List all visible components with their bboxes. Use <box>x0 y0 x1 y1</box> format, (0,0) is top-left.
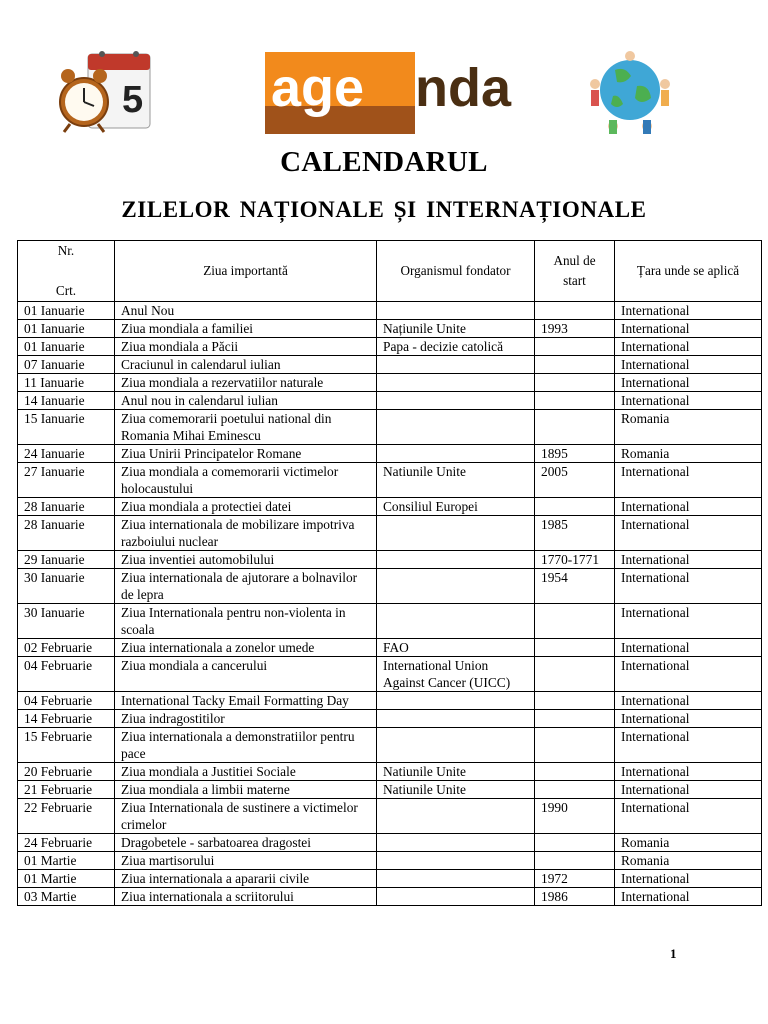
country-cell: International <box>615 302 762 320</box>
country-cell: International <box>615 498 762 516</box>
country-cell: International <box>615 551 762 569</box>
country-cell: International <box>615 320 762 338</box>
org-cell <box>377 692 535 710</box>
date-cell: 24 Ianuarie <box>18 445 115 463</box>
date-cell: 15 Februarie <box>18 728 115 763</box>
alarm-clock-calendar-icon <box>50 46 158 134</box>
year-cell <box>535 356 615 374</box>
year-cell <box>535 657 615 692</box>
year-cell <box>535 410 615 445</box>
table-row <box>18 338 762 356</box>
day-cell: Dragobetele - sarbatoarea dragostei <box>115 834 377 852</box>
table-header-row <box>18 241 762 302</box>
globe-people-icon <box>585 50 675 136</box>
table-row <box>18 302 762 320</box>
country-cell: International <box>615 888 762 906</box>
year-cell: 1990 <box>535 799 615 834</box>
year-cell <box>535 338 615 356</box>
country-cell: International <box>615 604 762 639</box>
org-cell <box>377 799 535 834</box>
date-cell: 11 Ianuarie <box>18 374 115 392</box>
org-cell: FAO <box>377 639 535 657</box>
day-cell: Ziua internationala a demonstratiilor pentru pace <box>115 728 377 763</box>
table-row <box>18 569 762 604</box>
table-row <box>18 374 762 392</box>
day-cell: International Tacky Email Formatting Day <box>115 692 377 710</box>
org-cell <box>377 516 535 551</box>
country-cell: Romania <box>615 445 762 463</box>
column-header-org: Organismul fondator <box>377 241 535 302</box>
day-cell: Ziua mondiala a limbii materne <box>115 781 377 799</box>
table-row <box>18 604 762 639</box>
date-cell: 27 Ianuarie <box>18 463 115 498</box>
page-title: CALENDARUL <box>280 146 488 178</box>
calendar-page-number: 5 <box>122 79 144 121</box>
year-cell: 1954 <box>535 569 615 604</box>
date-cell: 04 Februarie <box>18 657 115 692</box>
org-cell <box>377 870 535 888</box>
org-cell <box>377 302 535 320</box>
table-row <box>18 799 762 834</box>
table-row <box>18 320 762 338</box>
date-cell: 03 Martie <box>18 888 115 906</box>
day-cell: Ziua mondiala a Justitiei Sociale <box>115 763 377 781</box>
date-cell: 14 Februarie <box>18 710 115 728</box>
year-cell <box>535 852 615 870</box>
day-cell: Ziua mondiala a cancerului <box>115 657 377 692</box>
org-cell: Natiunile Unite <box>377 781 535 799</box>
year-cell: 1985 <box>535 516 615 551</box>
table-row <box>18 781 762 799</box>
year-cell: 2005 <box>535 463 615 498</box>
table-row <box>18 445 762 463</box>
date-cell: 01 Ianuarie <box>18 302 115 320</box>
table-row <box>18 870 762 888</box>
org-cell <box>377 410 535 445</box>
date-cell: 29 Ianuarie <box>18 551 115 569</box>
year-cell <box>535 728 615 763</box>
day-cell: Ziua mondiala a protectiei datei <box>115 498 377 516</box>
org-cell <box>377 710 535 728</box>
year-cell: 1770-1771 <box>535 551 615 569</box>
column-header-day: Ziua importantă <box>115 241 377 302</box>
year-cell <box>535 639 615 657</box>
agenda-logo <box>265 52 545 134</box>
table-row <box>18 834 762 852</box>
year-cell <box>535 392 615 410</box>
country-cell: International <box>615 338 762 356</box>
date-cell: 20 Februarie <box>18 763 115 781</box>
year-cell: 1895 <box>535 445 615 463</box>
org-cell <box>377 445 535 463</box>
date-cell: 15 Ianuarie <box>18 410 115 445</box>
country-cell: International <box>615 728 762 763</box>
year-cell: 1993 <box>535 320 615 338</box>
country-cell: International <box>615 763 762 781</box>
org-cell: Națiunile Unite <box>377 320 535 338</box>
table-row <box>18 710 762 728</box>
column-header-nr-line1: Nr. <box>57 243 75 258</box>
year-cell <box>535 604 615 639</box>
table-row <box>18 551 762 569</box>
table-row <box>18 498 762 516</box>
country-cell: Romania <box>615 852 762 870</box>
table-row <box>18 516 762 551</box>
day-cell: Ziua mondiala a comemorarii victimelor holocaustului <box>115 463 377 498</box>
year-cell <box>535 763 615 781</box>
date-cell: 28 Ianuarie <box>18 498 115 516</box>
day-cell: Anul Nou <box>115 302 377 320</box>
table-row <box>18 392 762 410</box>
day-cell: Craciunul in calendarul iulian <box>115 356 377 374</box>
page-subtitle: ZILELOR NAȚIONALE ȘI INTERNAȚIONALE <box>121 197 647 222</box>
day-cell: Ziua internationala a apararii civile <box>115 870 377 888</box>
table-row <box>18 639 762 657</box>
org-cell <box>377 728 535 763</box>
day-cell: Ziua internationala de mobilizare impotriva razboiului nuclear <box>115 516 377 551</box>
day-cell: Ziua mondiala a rezervatiilor naturale <box>115 374 377 392</box>
date-cell: 02 Februarie <box>18 639 115 657</box>
day-cell: Ziua internationala a scriitorului <box>115 888 377 906</box>
table-row <box>18 356 762 374</box>
date-cell: 04 Februarie <box>18 692 115 710</box>
org-cell <box>377 834 535 852</box>
column-header-nr <box>18 241 115 302</box>
day-cell: Anul nou in calendarul iulian <box>115 392 377 410</box>
table-row <box>18 763 762 781</box>
org-cell <box>377 888 535 906</box>
country-cell: International <box>615 356 762 374</box>
day-cell: Ziua Internationala pentru non-violenta in scoala <box>115 604 377 639</box>
date-cell: 01 Martie <box>18 870 115 888</box>
date-cell: 24 Februarie <box>18 834 115 852</box>
day-cell: Ziua comemorarii poetului national din Romania Mihai Eminescu <box>115 410 377 445</box>
table-row <box>18 888 762 906</box>
header-images <box>0 40 768 140</box>
year-cell <box>535 498 615 516</box>
date-cell: 21 Februarie <box>18 781 115 799</box>
table-row <box>18 728 762 763</box>
org-cell: Natiunile Unite <box>377 763 535 781</box>
day-cell: Ziua inventiei automobilului <box>115 551 377 569</box>
country-cell: International <box>615 781 762 799</box>
column-header-nr-line2: Crt. <box>55 283 77 298</box>
org-cell <box>377 374 535 392</box>
country-cell: International <box>615 710 762 728</box>
org-cell <box>377 852 535 870</box>
day-cell: Ziua Internationala de sustinere a victimelor crimelor <box>115 799 377 834</box>
country-cell: International <box>615 692 762 710</box>
year-cell: 1986 <box>535 888 615 906</box>
day-cell: Ziua indragostitilor <box>115 710 377 728</box>
date-cell: 01 Ianuarie <box>18 338 115 356</box>
column-header-year: Anul de start <box>535 241 615 302</box>
year-cell <box>535 781 615 799</box>
org-cell <box>377 392 535 410</box>
country-cell: International <box>615 374 762 392</box>
org-cell: Papa - decizie catolică <box>377 338 535 356</box>
year-cell <box>535 302 615 320</box>
table-row <box>18 692 762 710</box>
org-cell <box>377 569 535 604</box>
day-cell: Ziua internationala de ajutorare a bolnavilor de lepra <box>115 569 377 604</box>
date-cell: 07 Ianuarie <box>18 356 115 374</box>
date-cell: 30 Ianuarie <box>18 604 115 639</box>
country-cell: Romania <box>615 834 762 852</box>
year-cell <box>535 710 615 728</box>
calendar-table <box>17 240 762 906</box>
country-cell: International <box>615 516 762 551</box>
country-cell: International <box>615 569 762 604</box>
column-header-country: Țara unde se aplică <box>615 241 762 302</box>
logo-text-prefix: age <box>271 58 365 118</box>
org-cell <box>377 551 535 569</box>
org-cell <box>377 356 535 374</box>
org-cell: International Union Against Cancer (UICC) <box>377 657 535 692</box>
year-cell: 1972 <box>535 870 615 888</box>
table-row <box>18 852 762 870</box>
org-cell <box>377 604 535 639</box>
day-cell: Ziua Unirii Principatelor Romane <box>115 445 377 463</box>
date-cell: 30 Ianuarie <box>18 569 115 604</box>
table-row <box>18 410 762 445</box>
org-cell: Natiunile Unite <box>377 463 535 498</box>
date-cell: 01 Ianuarie <box>18 320 115 338</box>
page-number: 1 <box>670 946 677 961</box>
org-cell: Consiliul Europei <box>377 498 535 516</box>
day-cell: Ziua mondiala a Păcii <box>115 338 377 356</box>
table-row <box>18 463 762 498</box>
date-cell: 14 Ianuarie <box>18 392 115 410</box>
year-cell <box>535 834 615 852</box>
year-cell <box>535 374 615 392</box>
table-row <box>18 657 762 692</box>
date-cell: 01 Martie <box>18 852 115 870</box>
year-cell <box>535 692 615 710</box>
country-cell: International <box>615 639 762 657</box>
country-cell: International <box>615 870 762 888</box>
country-cell: International <box>615 657 762 692</box>
logo-text-suffix: nda <box>415 58 512 118</box>
day-cell: Ziua mondiala a familiei <box>115 320 377 338</box>
day-cell: Ziua martisorului <box>115 852 377 870</box>
date-cell: 22 Februarie <box>18 799 115 834</box>
day-cell: Ziua internationala a zonelor umede <box>115 639 377 657</box>
country-cell: International <box>615 463 762 498</box>
date-cell: 28 Ianuarie <box>18 516 115 551</box>
country-cell: International <box>615 799 762 834</box>
country-cell: International <box>615 392 762 410</box>
country-cell: Romania <box>615 410 762 445</box>
